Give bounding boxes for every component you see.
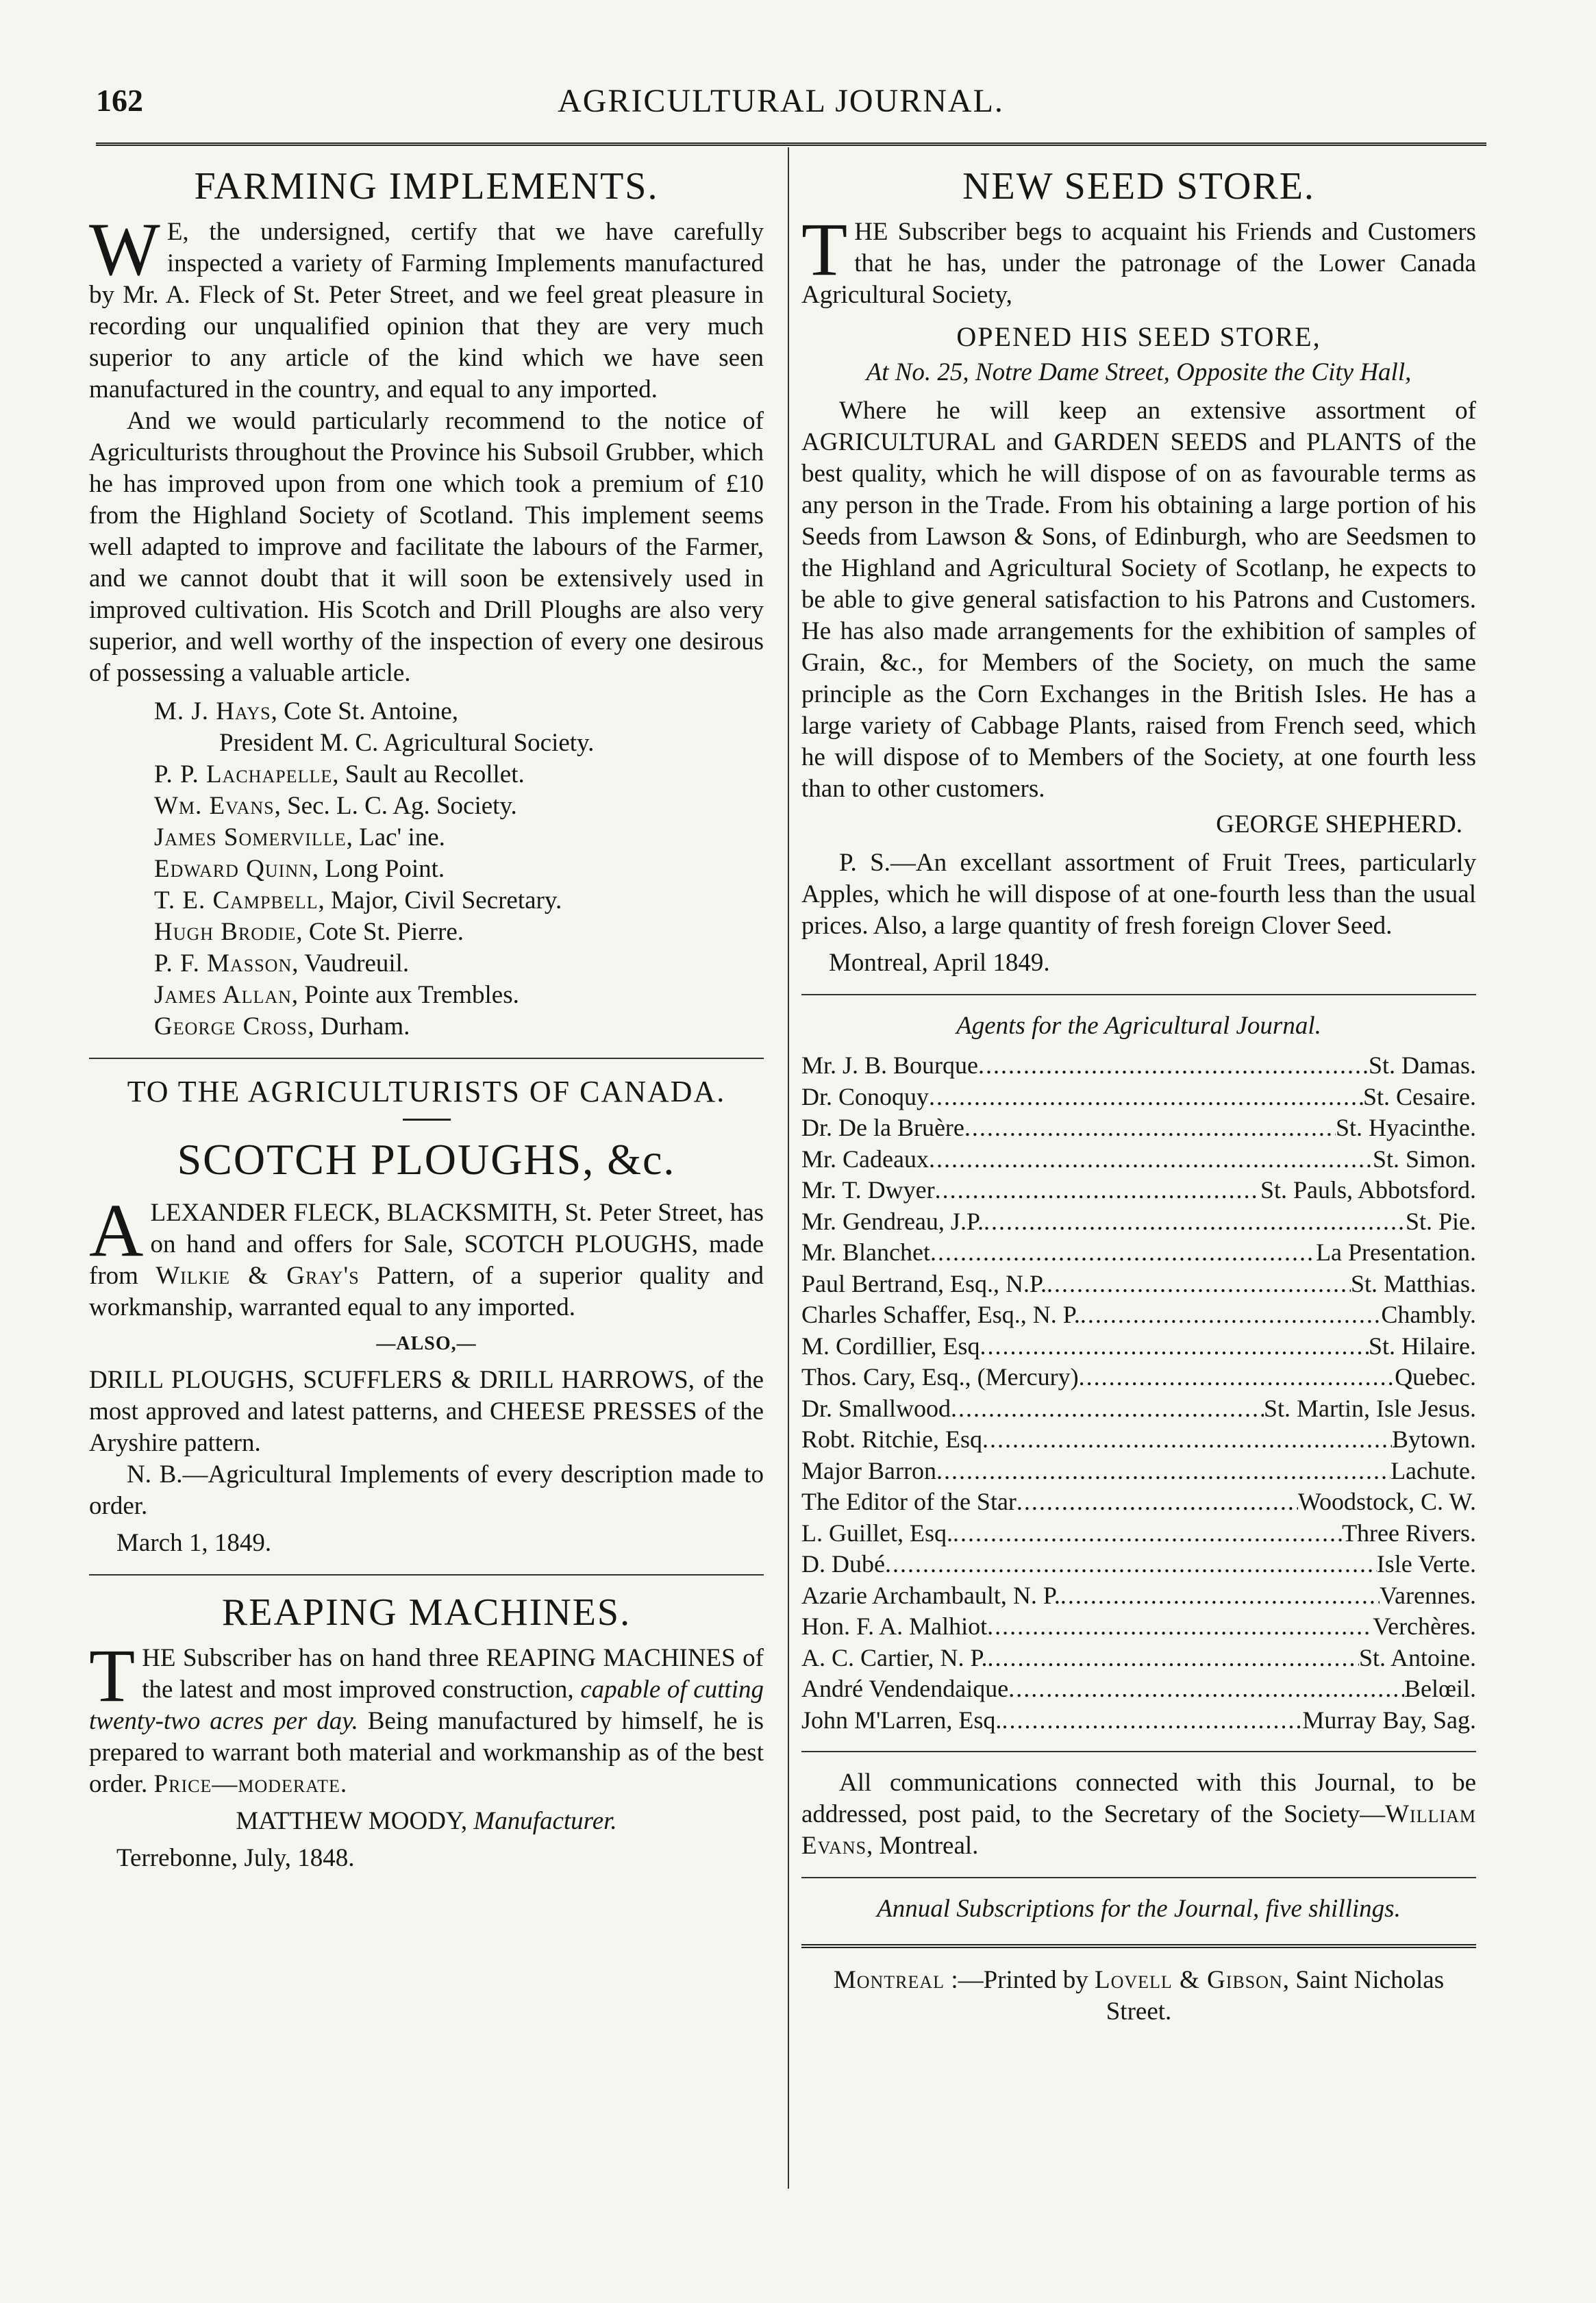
signatory: M. J. Hays, Cote St. Antoine, — [154, 697, 459, 725]
scotch-ploughs-ad — [89, 1074, 764, 1559]
column-divider — [788, 147, 789, 2189]
agent-row — [801, 1486, 1476, 1518]
signatory: P. P. Lachapelle, Sault au Recollet. — [154, 760, 525, 788]
signatory: T. E. Campbell, Major, Civil Secretary. — [154, 886, 562, 914]
reaping-dropcap: T — [89, 1634, 136, 1717]
agent-place: St. Matthias. — [1350, 1269, 1476, 1297]
agent-row — [801, 1050, 1476, 1082]
leader-dots — [1080, 1299, 1382, 1331]
section-divider — [89, 1574, 764, 1576]
leader-dots — [1017, 1486, 1298, 1518]
agent-place: Three Rivers. — [1342, 1519, 1476, 1547]
agent-name: Mr. T. Dwyer — [801, 1176, 935, 1204]
signatory-list — [89, 696, 764, 1043]
agent-place: Belœil. — [1404, 1675, 1476, 1702]
agent-name: Mr. J. B. Bourque — [801, 1051, 979, 1079]
short-rule — [403, 1119, 451, 1121]
scotch-preheading: TO THE AGRICULTURISTS OF CANADA. — [127, 1075, 726, 1108]
agent-row — [801, 1393, 1476, 1425]
leader-dots — [1001, 1705, 1302, 1736]
leader-dots — [935, 1175, 1260, 1206]
agent-place: Varennes. — [1380, 1581, 1476, 1609]
leader-dots — [929, 1082, 1363, 1113]
leader-dots — [1079, 1362, 1395, 1393]
printer-imprint: Montreal :—Printed by Lovell & Gibson, Saint Nicholas Street. — [833, 1966, 1445, 2026]
agent-place: St. Pauls, Abbotsford. — [1260, 1176, 1476, 1204]
agent-place: St. Pie. — [1405, 1207, 1476, 1235]
header-rule — [96, 142, 1486, 146]
reaping-maker: MATTHEW MOODY, Manufacturer. — [236, 1807, 617, 1835]
agent-row — [801, 1112, 1476, 1144]
agent-row — [801, 1549, 1476, 1580]
agent-place: Murray Bay, Sag. — [1302, 1706, 1476, 1734]
agent-place: St. Martin, Isle Jesus. — [1264, 1394, 1476, 1422]
agent-row — [801, 1643, 1476, 1674]
left-column — [89, 158, 764, 1874]
signatory: George Cross, Durham. — [154, 1012, 410, 1041]
agent-name: John M'Larren, Esq. — [801, 1706, 1002, 1734]
seed-date: Montreal, April 1849. — [829, 949, 1050, 977]
agent-row — [801, 1237, 1476, 1269]
reaping-date: Terrebonne, July, 1848. — [116, 1844, 355, 1872]
leader-dots — [987, 1611, 1373, 1643]
section-divider — [801, 1751, 1476, 1752]
agent-place: Verchères. — [1373, 1613, 1476, 1640]
signatory: P. F. Masson, Vaudreuil. — [154, 949, 410, 978]
agent-row — [801, 1456, 1476, 1487]
subscriptions-note: Annual Subscriptions for the Journal, five shillings. — [877, 1895, 1401, 1923]
agent-name: Hon. F. A. Malhiot — [801, 1613, 988, 1640]
agent-name: The Editor of the Star — [801, 1488, 1017, 1515]
agent-row — [801, 1269, 1476, 1300]
agents-title: Agents for the Agricultural Journal. — [956, 1012, 1321, 1040]
leader-dots — [951, 1393, 1264, 1425]
leader-dots — [1008, 1673, 1404, 1705]
agents-list — [801, 1010, 1476, 1736]
agents-table — [801, 1050, 1476, 1736]
leader-dots — [885, 1549, 1377, 1580]
leader-dots — [982, 1424, 1392, 1456]
farming-implements-notice — [89, 164, 764, 1043]
seed-address: At No. 25, Notre Dame Street, Opposite the City Hall, — [866, 358, 1412, 386]
agent-name: Dr. Smallwood — [801, 1394, 951, 1422]
imprint-rule — [801, 1944, 1476, 1948]
seed-postscript: P. S.—An excellant assortment of Fruit Trees, particularly Apples, which he will dispose of at one-fourth less than the usual prices. Also, a large quantity of fresh foreign Clover Seed. — [801, 849, 1476, 940]
seed-signature: GEORGE SHEPHERD. — [1216, 810, 1462, 838]
agent-row — [801, 1331, 1476, 1362]
seed-title: NEW SEED STORE. — [962, 165, 1315, 208]
running-head: AGRICULTURAL JOURNAL. — [558, 83, 1004, 119]
agent-place: Isle Verte. — [1376, 1550, 1476, 1578]
agent-row — [801, 1424, 1476, 1456]
agent-name: Major Barron — [801, 1456, 936, 1484]
reaping-machines-ad — [89, 1591, 764, 1874]
signatory: Edward Quinn, Long Point. — [154, 855, 445, 883]
leader-dots — [984, 1206, 1406, 1238]
leader-dots — [1060, 1580, 1380, 1612]
signatory: Hugh Brodie, Cote St. Pierre. — [154, 918, 464, 946]
agent-row — [801, 1144, 1476, 1175]
seed-opened: OPENED HIS SEED STORE, — [956, 321, 1321, 352]
farming-para-1 — [89, 208, 764, 406]
agent-row — [801, 1175, 1476, 1206]
agent-row — [801, 1611, 1476, 1643]
scotch-body: ALEXANDER FLECK, BLACKSMITH, St. Peter Street, has on hand and offers for Sale, SCOTCH PLOUGHS, made from Wilkie & Gray's Pattern, of a superior quality and workmanship, warranted equal to any imported. — [89, 1188, 764, 1321]
agent-name: Charles Schaffer, Esq., N. P. — [801, 1301, 1080, 1328]
agent-place: St. Hyacinthe. — [1336, 1114, 1476, 1141]
section-divider — [801, 1877, 1476, 1878]
agent-row — [801, 1673, 1476, 1705]
agent-place: St. Cesaire. — [1363, 1082, 1476, 1110]
agent-place: St. Antoine. — [1358, 1643, 1476, 1671]
agent-name: Mr. Cadeaux — [801, 1145, 929, 1173]
seed-intro: THE Subscriber begs to acquaint his Friends and Customers that he has, under the patronage of the Lower Canada Agricultural Society, — [801, 208, 1476, 309]
scotch-dropcap: A — [89, 1188, 144, 1272]
signatory: James Somerville, Lac' ine. — [154, 823, 445, 851]
drill-ploughs-text: DRILL PLOUGHS, SCUFFLERS & DRILL HARROWS, of the most approved and latest patterns, and CHEESE PRESSES of the Aryshire pattern. — [89, 1366, 764, 1457]
new-seed-store-ad — [801, 164, 1476, 979]
nb-note: N. B.—Agricultural Implements of every description made to order. — [89, 1460, 764, 1520]
agent-place: Lachute. — [1391, 1456, 1476, 1484]
section-divider — [801, 994, 1476, 995]
page-header — [89, 82, 1473, 137]
right-column — [801, 158, 1476, 2028]
agent-name: Azarie Archambault, N. P. — [801, 1581, 1060, 1609]
agent-row — [801, 1705, 1476, 1736]
signatory-title: President M. C. Agricultural Society. — [219, 729, 595, 757]
agent-row — [801, 1518, 1476, 1549]
also-label: —ALSO,— — [376, 1333, 477, 1354]
agent-row — [801, 1299, 1476, 1331]
agent-name: L. Guillet, Esq. — [801, 1519, 953, 1547]
agent-name: Thos. Cary, Esq., (Mercury) — [801, 1363, 1079, 1391]
agent-place: La Presentation. — [1316, 1238, 1476, 1266]
leader-dots — [930, 1237, 1316, 1269]
agent-name: A. C. Cartier, N. P. — [801, 1643, 988, 1671]
farming-title: FARMING IMPLEMENTS. — [194, 165, 659, 208]
agent-place: Quebec. — [1395, 1363, 1476, 1391]
agent-name: Paul Bertrand, Esq., N.P. — [801, 1269, 1047, 1297]
farming-dropcap: W — [89, 208, 160, 291]
leader-dots — [980, 1331, 1369, 1362]
agent-place: Bytown. — [1391, 1426, 1476, 1453]
farming-para-1-text: E, the undersigned, certify that we have carefully inspected a variety of Farming Implements manufactured by Mr. A. Fleck of St. Peter Street, and we feel great pleasure in recording our unqualified opinion that they are very much superior to any article of the kind which we have seen manufactured in the country, and equal to any imported. — [89, 218, 764, 403]
leader-dots — [1047, 1269, 1351, 1300]
leader-dots — [988, 1643, 1359, 1674]
agent-place: Chambly. — [1381, 1301, 1476, 1328]
section-divider — [89, 1058, 764, 1059]
seed-dropcap: T — [801, 208, 848, 291]
reaping-body: THE Subscriber has on hand three REAPING MACHINES of the latest and most improved construction, capable of cutting twenty-two acres per day. Being manufactured by himself, he is prepared to warrant both material and workmanship as of the best order. Price—moderate. — [89, 1634, 764, 1798]
leader-dots — [929, 1144, 1373, 1175]
agent-name: Dr. Conoquy — [801, 1082, 930, 1110]
agent-place: Woodstock, C. W. — [1297, 1488, 1476, 1515]
agent-place: St. Simon. — [1372, 1145, 1476, 1173]
leader-dots — [978, 1050, 1369, 1082]
agent-row — [801, 1580, 1476, 1612]
agent-name: Dr. De la Bruère — [801, 1114, 964, 1141]
agent-name: Mr. Blanchet — [801, 1238, 930, 1266]
page-number: 162 — [96, 83, 143, 118]
seed-body: Where he will keep an extensive assortment of AGRICULTURAL and GARDEN SEEDS and PLANTS of the best quality, which he will dispose of on as favourable terms as any person in the Trade. From his obtaining a large portion of his Seeds from Lawson & Sons, of Edinburgh, who are Seedsmen to the Highland and Agricultural Society of Scotlanp, he expects to be able to give general satisfaction to his Patrons and Customers. He has also made arrangements for the exhibition of samples of Grain, &c., for Members of the Society, on much the same principle as the Corn Exchanges in the British Isles. He has a large variety of Cabbage Plants, raised from French seed, which he will dispose of to Members of the Society, at one fourth less than to other customers. — [801, 397, 1476, 803]
leader-dots — [953, 1518, 1342, 1549]
agent-name: André Vendendaique — [801, 1675, 1009, 1702]
agent-place: St. Hilaire. — [1369, 1332, 1476, 1360]
signatory: James Allan, Pointe aux Trembles. — [154, 981, 519, 1009]
agent-place: St. Damas. — [1369, 1051, 1476, 1079]
leader-dots — [936, 1456, 1391, 1487]
farming-para-2: And we would particularly recommend to the notice of Agriculturists throughout the Province his Subsoil Grubber, which he has improved upon from one which took a premium of £10 from the Highland Society of Scotland. This implement seems well adapted to improve and facilitate the labours of the Farmer, and we cannot doubt that it will soon be extensively used in improved cultivation. His Scotch and Drill Ploughs are also very superior, and well worthy of the inspection of every one desirous of possessing a valuable article. — [89, 407, 764, 687]
scotch-title: SCOTCH PLOUGHS, &c. — [177, 1135, 676, 1184]
agent-row — [801, 1082, 1476, 1113]
reaping-title: REAPING MACHINES. — [221, 1591, 632, 1634]
agent-name: D. Dubé — [801, 1550, 885, 1578]
communications-note: All communications connected with this Journal, to be addressed, post paid, to the Secretary of the Society—William Evans, Montreal. — [801, 1769, 1476, 1860]
signatory: Wm. Evans, Sec. L. C. Ag. Society. — [154, 792, 517, 820]
agent-row — [801, 1206, 1476, 1238]
agent-name: M. Cordillier, Esq — [801, 1332, 980, 1360]
scotch-date: March 1, 1849. — [116, 1529, 272, 1557]
agent-name: Mr. Gendreau, J.P. — [801, 1207, 984, 1235]
agent-name: Robt. Ritchie, Esq — [801, 1426, 982, 1453]
agent-row — [801, 1362, 1476, 1393]
leader-dots — [964, 1112, 1336, 1144]
